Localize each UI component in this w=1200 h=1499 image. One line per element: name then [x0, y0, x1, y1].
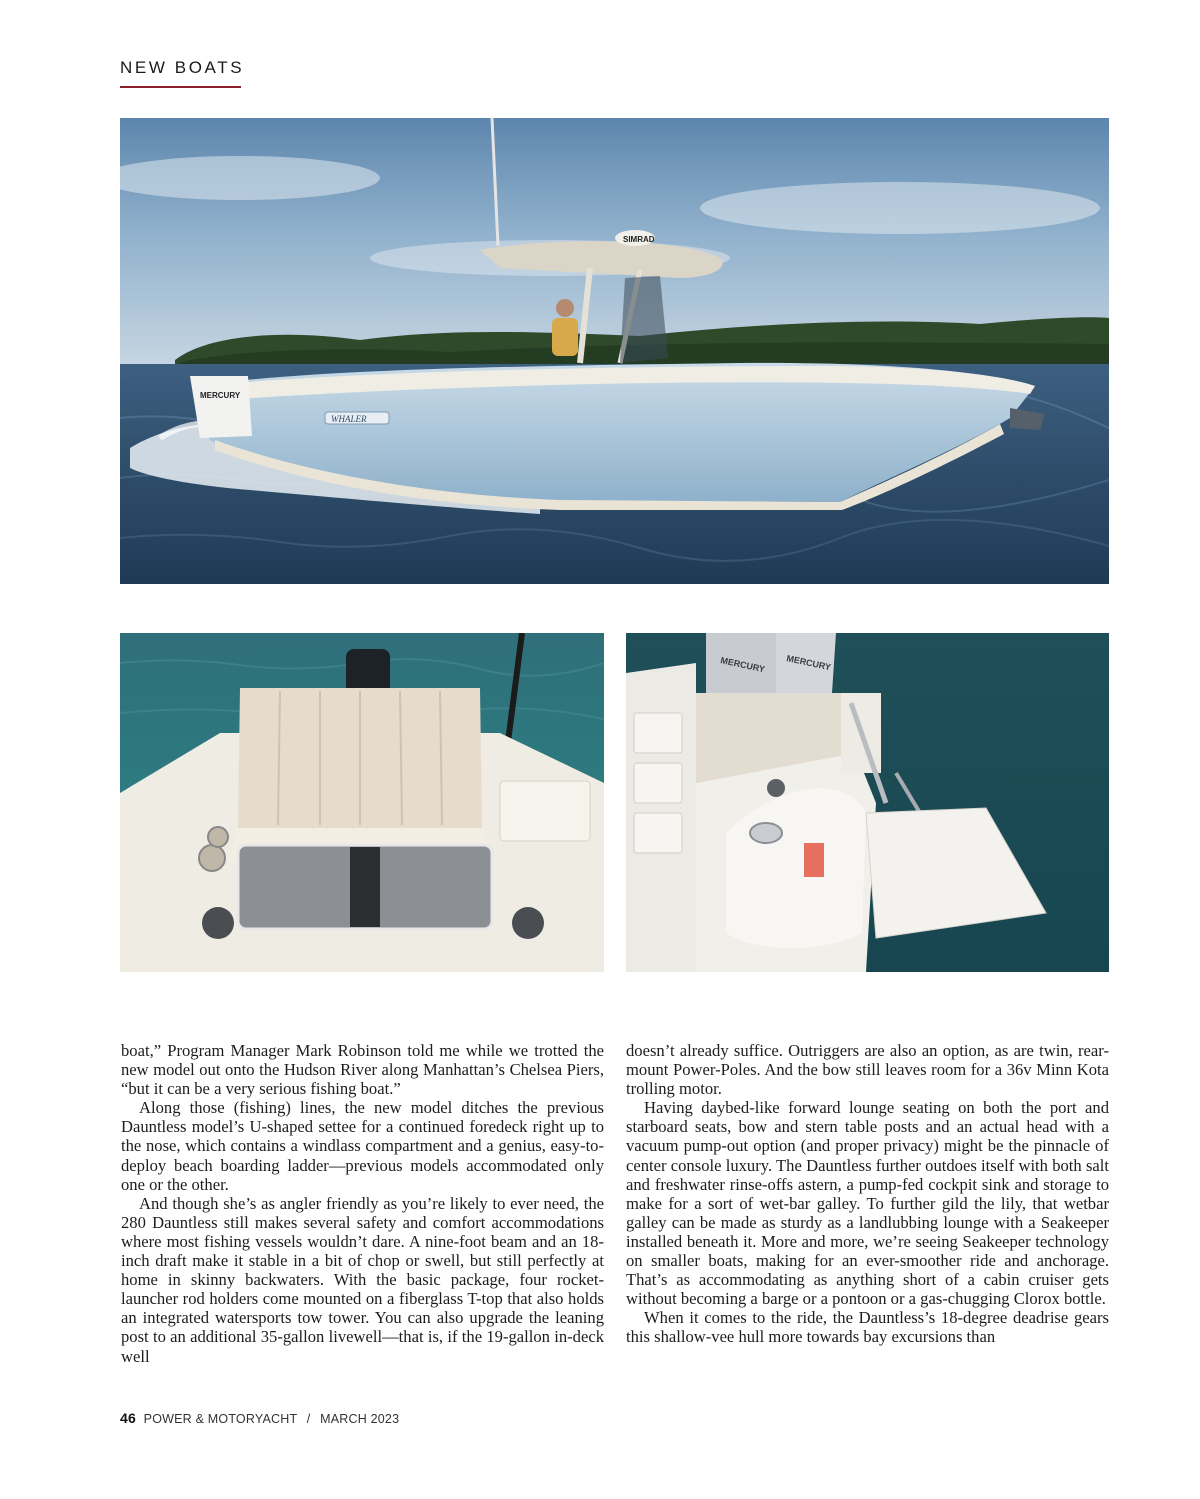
hero-boat-photo [120, 118, 1109, 584]
article-paragraph: When it comes to the ride, the Dauntless’s 18-degree deadrise gears this shallow-vee hull more towards bay excursions than [626, 1308, 1109, 1347]
page-footer [120, 1410, 399, 1426]
section-rule [120, 86, 241, 88]
article-column-left [121, 1041, 604, 1366]
page-number: 46 [120, 1410, 136, 1426]
stern-table-photo [626, 633, 1109, 972]
article-paragraph: boat,” Program Manager Mark Robinson told me while we trotted the new model out onto the Hudson River along Manhattan’s Chelsea Piers, “but it can be a very serious fishing boat.” [121, 1041, 604, 1099]
article-column-right [626, 1041, 1109, 1347]
article-paragraph: Along those (fishing) lines, the new model ditches the previous Dauntless model’s U-shaped settee for a continued foredeck right up to the nose, which contains a windlass compartment and a genius, easy-to-deploy beach boarding ladder—previous models accommodated only one or the other. [121, 1098, 604, 1194]
hero-hull-logo: WHALER [331, 414, 367, 424]
stern-seat-photo [120, 633, 604, 972]
stern-motor-brand-1: MERCURY [719, 655, 766, 675]
footer-separator: / [306, 1412, 311, 1426]
article-paragraph: doesn’t already suffice. Outriggers are also an option, as are twin, rear-mount Power-Poles. And the bow still leaves room for a 36v Minn Kota trolling motor. [626, 1041, 1109, 1099]
publication-name: POWER & MOTORYACHT [143, 1412, 298, 1426]
hero-motor-brand: MERCURY [200, 391, 241, 400]
article-paragraph: And though she’s as angler friendly as you’re likely to ever need, the 280 Dauntless still makes several safety and comfort accommodations where most fishing vessels wouldn’t dare. A nine-foot beam and an 18-inch draft make it stable in a bit of chop or swell, but still perfectly at home in skinny backwaters. With the basic package, four rocket-launcher rod holders come mounted on a fiberglass T-top that also holds an integrated watersports tow tower. You can also upgrade the leaning post to an additional 35-gallon livewell—that is, if the 19-gallon in-deck well [121, 1193, 604, 1366]
issue-date: MARCH 2023 [320, 1412, 400, 1426]
article-paragraph: Having daybed-like forward lounge seating on both the port and starboard seats, bow and stern table posts and an actual head with a vacuum pump-out option (and proper privacy) might be the pinnacle of center console luxury. The Dauntless further outdoes itself with both salt and freshwater rinse-offs astern, a pump-fed cockpit sink and storage to make for a sort of wet-bar galley. To further gild the lily, that wetbar galley can be made as sturdy as a landlubbing lounge with a Seakeeper installed beneath it. More and more, we’re seeing Seakeeper technology on smaller boats, making for an ever-smoother ride and anchorage. That’s as accommodating as anything short of a cabin cruiser gets without becoming a barge or a pontoon or a gas-chugging Clorox bottle. [626, 1098, 1109, 1309]
hero-dome-text: SIMRAD [623, 235, 655, 244]
section-label: NEW BOATS [120, 58, 245, 77]
stern-motor-brand-2: MERCURY [785, 653, 832, 673]
